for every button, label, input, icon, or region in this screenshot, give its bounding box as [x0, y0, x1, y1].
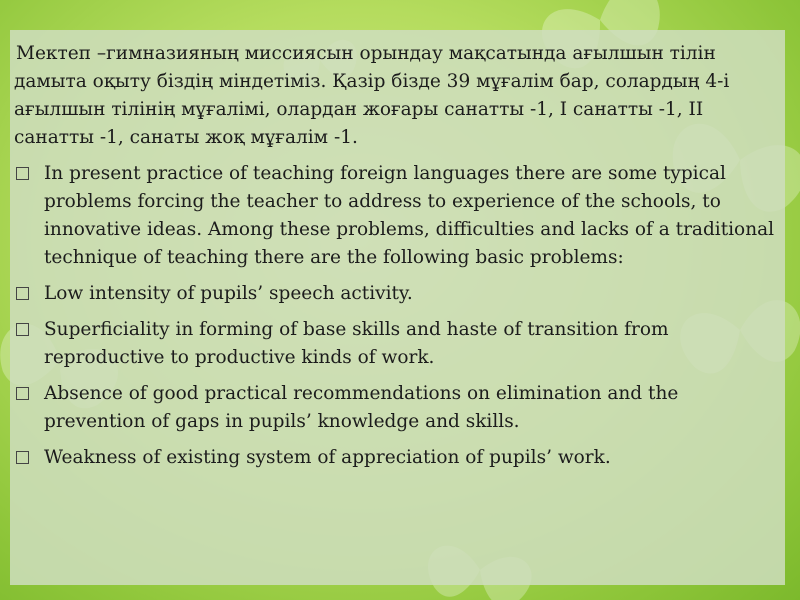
list-item	[14, 444, 775, 472]
list-item	[14, 280, 775, 308]
list-item-text: Absence of good practical recommendations on elimination and the prevention of gaps in pupils’ knowledge and skills.	[44, 383, 679, 432]
square-bullet-icon	[16, 287, 29, 300]
bullet-list	[14, 160, 775, 472]
square-bullet-icon	[16, 387, 29, 400]
list-item	[14, 380, 775, 436]
square-bullet-icon	[16, 167, 29, 180]
list-item-text: Weakness of existing system of appreciation of pupils’ work.	[44, 447, 611, 468]
intro-paragraph: Мектеп –гимназияның миссиясын орындау мақсатында ағылшын тілін дамыта оқыту біздің міндетіміз. Қазір бізде 39 мұғалім бар, солардың 4-і ағылшын тілінің мұғалімі, олардан жоғары санатты -1, І санатты -1, ІІ санатты -1, санаты жоқ мұғалім -1.	[14, 43, 730, 148]
list-item-text: Superficiality in forming of base skills and haste of transition from reproductive to productive kinds of work.	[44, 319, 669, 368]
square-bullet-icon	[16, 323, 29, 336]
list-item-text: Low intensity of pupils’ speech activity.	[44, 283, 413, 304]
list-item	[14, 316, 775, 372]
square-bullet-icon	[16, 451, 29, 464]
list-item	[14, 160, 775, 272]
list-item-text: In present practice of teaching foreign languages there are some typical problems forcing the teacher to address to experience of the schools, to innovative ideas. Among these problems, difficulties and lacks of a traditional technique of teaching there are the following basic problems:	[44, 163, 775, 268]
slide-text-panel	[10, 30, 785, 585]
